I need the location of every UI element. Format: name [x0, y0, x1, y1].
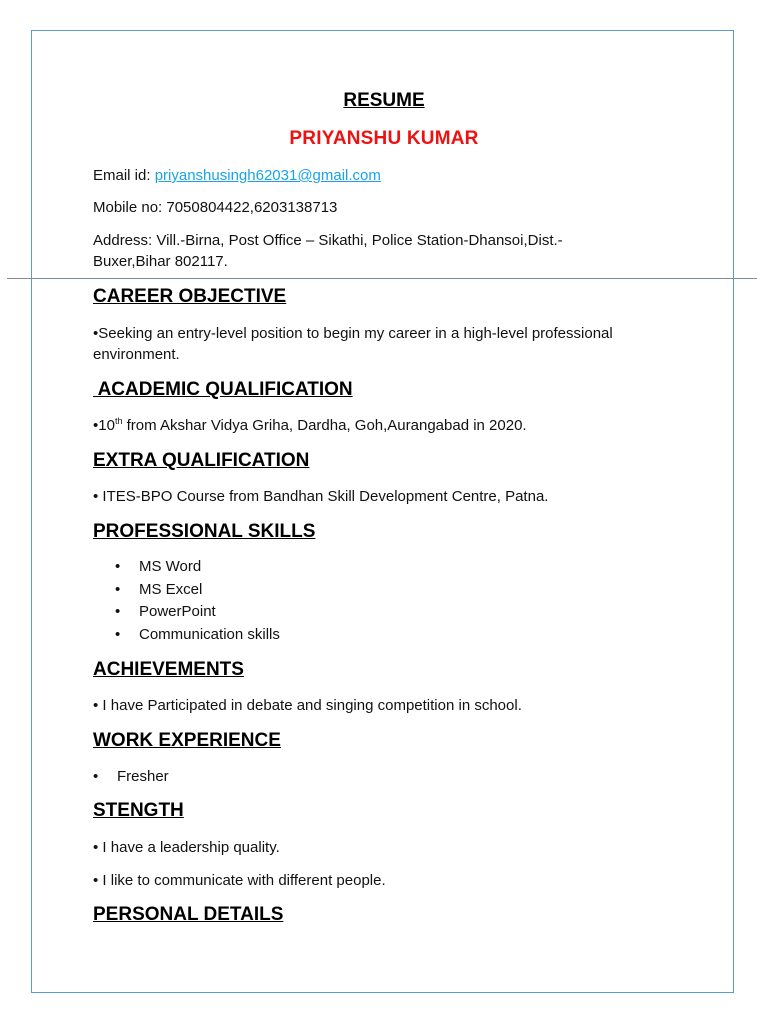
academic-line [93, 415, 527, 436]
extra-qualification-heading: EXTRA QUALIFICATION [93, 450, 310, 471]
resume-title: RESUME [343, 90, 425, 111]
professional-skills-heading: PROFESSIONAL SKILLS [93, 521, 316, 542]
academic-heading: ACADEMIC QUALIFICATION [93, 379, 353, 400]
horizontal-rule [7, 278, 757, 279]
skill-item: • Communication skills [115, 624, 280, 647]
career-objective-heading: CAREER OBJECTIVE [93, 286, 287, 307]
skill-item: • PowerPoint [115, 601, 280, 624]
achievements-line: • I have Participated in debate and singing competition in school. [93, 697, 522, 714]
email-label: Email id: [93, 167, 151, 184]
strength-line-2: • I like to communicate with different people. [93, 872, 386, 889]
career-objective-line-1: •Seeking an entry-level position to begin my career in a high-level professional [93, 325, 613, 342]
career-objective-line-2: environment. [93, 346, 180, 363]
mobile-line: Mobile no: 7050804422,6203138713 [93, 199, 338, 216]
strength-line-1: • I have a leadership quality. [93, 839, 280, 856]
extra-qualification-line: • ITES-BPO Course from Bandhan Skill Development Centre, Patna. [93, 488, 549, 505]
academic-text: from Akshar Vidya Griha, Dardha, Goh,Aurangabad in 2020. [122, 417, 527, 434]
achievements-heading: ACHIEVEMENTS [93, 659, 244, 680]
academic-superscript: th [114, 416, 123, 426]
address-line-1: Address: Vill.-Birna, Post Office – Sikathi, Police Station-Dhansoi,Dist.- [93, 232, 563, 249]
academic-prefix: •10 [93, 417, 115, 434]
personal-details-heading: PERSONAL DETAILS [93, 904, 284, 925]
work-experience-heading: WORK EXPERIENCE [93, 730, 281, 751]
address-line-2: Buxer,Bihar 802117. [93, 253, 228, 270]
candidate-name: PRIYANSHU KUMAR [289, 128, 479, 149]
email-line [93, 165, 381, 186]
skill-item: • MS Word [115, 556, 280, 579]
strength-heading: STENGTH [93, 800, 184, 821]
skill-item: • MS Excel [115, 579, 280, 602]
skills-list [115, 556, 280, 646]
work-item: • Fresher [93, 766, 169, 789]
work-list [93, 766, 169, 789]
email-link[interactable]: priyanshusingh62031@gmail.com [154, 167, 381, 184]
